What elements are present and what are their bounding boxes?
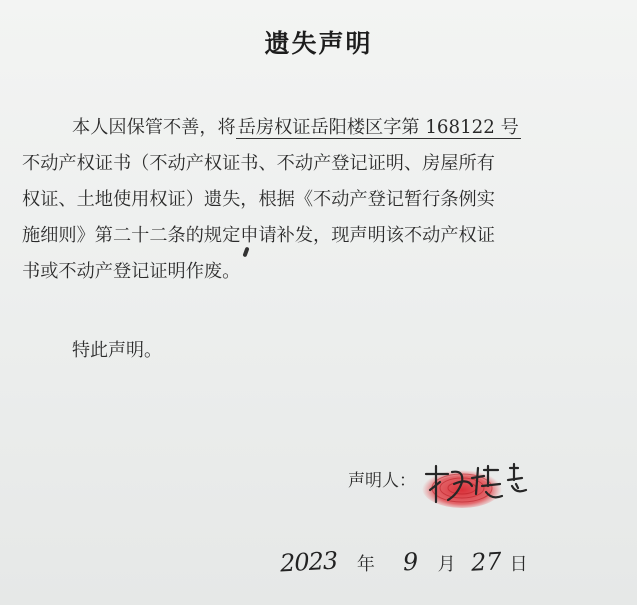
body-line-4: 施细则》第二十二条的规定申请补发，现声明该不动产权证: [22, 225, 495, 246]
date-month-unit: 月: [437, 554, 456, 575]
date-day-unit: 日: [509, 554, 528, 575]
date-row: [280, 548, 528, 576]
date-year: 2023: [279, 546, 338, 578]
body-line-3: 权证、土地使用权证）遗失，根据《不动产登记暂行条例实: [22, 189, 495, 210]
body-line-1: [22, 110, 622, 146]
body-line-5: 书或不动产登记证明作废。: [22, 261, 241, 282]
closing-statement: 特此声明。: [72, 340, 162, 361]
certificate-number: 岳房权证岳阳楼区字第 168122 号: [237, 117, 519, 138]
declaration-body: [22, 110, 622, 290]
body-line-1-prefix: 本人因保管不善，将: [72, 117, 236, 138]
document-title: 遗失声明: [264, 29, 373, 58]
date-day: 27: [470, 547, 503, 577]
handwritten-signature: [418, 460, 538, 508]
body-line-2: 不动产权证书（不动产权证书、不动产登记证明、房屋所有: [22, 153, 495, 174]
date-year-unit: 年: [356, 554, 375, 575]
declarant-label: 声明人：: [348, 471, 416, 491]
date-month: 9: [401, 547, 419, 577]
